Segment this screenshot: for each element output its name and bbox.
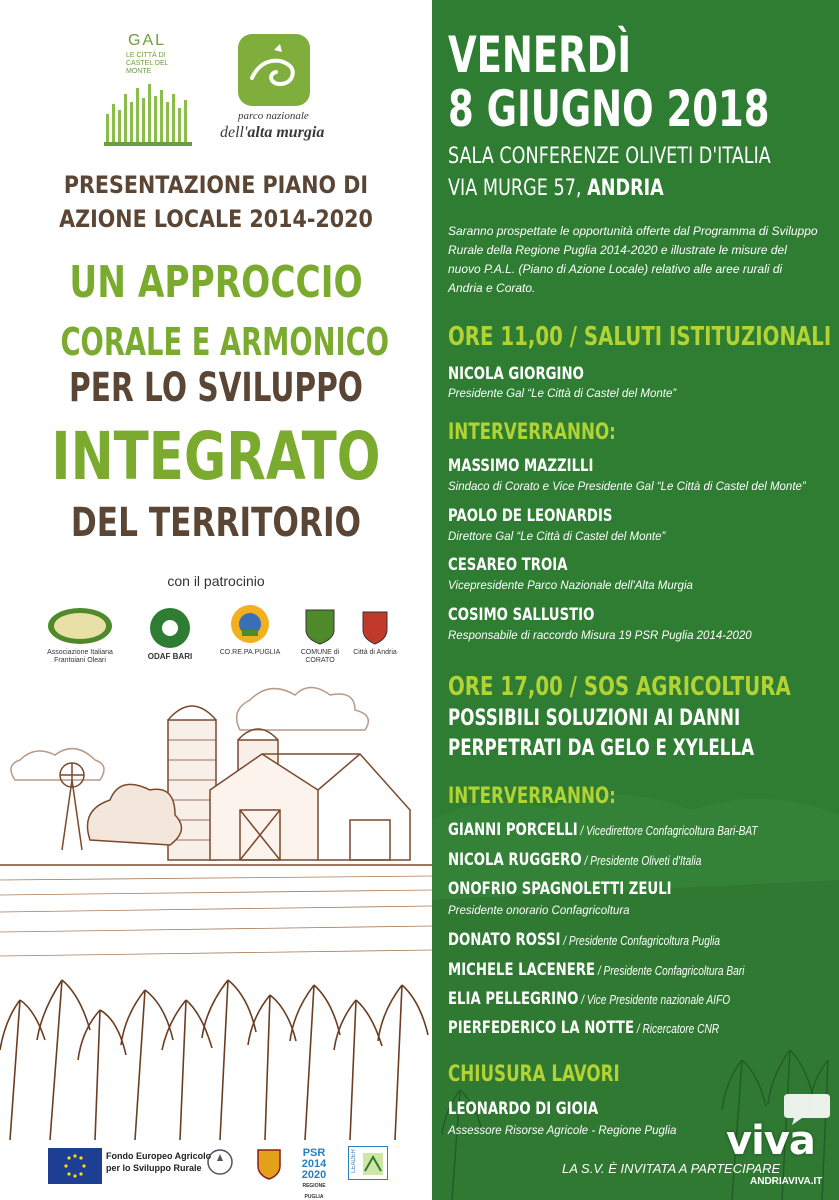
session2-interv-label: INTERVERRANNO: bbox=[448, 784, 616, 809]
andriaviva-watermark bbox=[722, 1090, 839, 1200]
speaker-role: Direttore Gal “Le Città di Castel del Monte” bbox=[448, 531, 666, 543]
speaker-row: MICHELE LACENERE / Presidente Confagricoltura Bari bbox=[448, 960, 745, 980]
gal-bars-icon bbox=[104, 84, 192, 146]
greeter-role: Presidente Gal “Le Città di Castel del Monte” bbox=[448, 388, 677, 400]
parco-logo-line2: dell'alta murgia bbox=[220, 124, 325, 141]
invite-text: LA S.V. È INVITATA A PARTECIPARE bbox=[562, 1161, 781, 1176]
event-date: 8 GIUGNO 2018 bbox=[448, 80, 770, 138]
corato-shield-icon bbox=[303, 606, 337, 646]
gal-logo-subtitle: LE CITTÀ DI CASTEL DEL MONTE bbox=[126, 52, 169, 75]
right-panel bbox=[432, 0, 839, 1200]
psr-logo: PSR 2014 2020 REGIONE PUGLIA bbox=[301, 1147, 327, 1200]
eu-flag-icon bbox=[48, 1148, 102, 1184]
odaf-icon bbox=[148, 606, 192, 650]
speaker-name: ONOFRIO SPAGNOLETTI ZEULI bbox=[448, 879, 672, 899]
viva-url: ANDRIAVIVA.IT bbox=[750, 1176, 823, 1187]
comune-corato-logo: COMUNE di CORATO bbox=[295, 606, 345, 665]
parco-alta-murgia-logo bbox=[218, 30, 343, 148]
speaker-role: Responsabile di raccordo Misura 19 PSR Puglia 2014-2020 bbox=[448, 630, 752, 642]
closing-title: CHIUSURA LAVORI bbox=[448, 1062, 620, 1087]
session1-title: ORE 11,00 / SALUTI ISTITUZIONALI bbox=[448, 322, 832, 352]
speaker-name: PAOLO DE LEONARDIS bbox=[448, 506, 613, 526]
citta-andria-logo: Città di Andria bbox=[350, 606, 400, 657]
session2-subtitle-1: POSSIBILI SOLUZIONI AI DANNI bbox=[448, 706, 741, 731]
leader-icon bbox=[361, 1151, 385, 1177]
patronage-label: con il patrocinio bbox=[167, 573, 265, 589]
speaker-role: Presidente onorario Confagricoltura bbox=[448, 905, 630, 917]
leader-logo: LEADER bbox=[348, 1146, 388, 1180]
session1-interv-label: INTERVERRANNO: bbox=[448, 420, 616, 445]
headline-line-1: UN APPROCCIO bbox=[69, 257, 363, 308]
headline-line-4: INTEGRATO bbox=[51, 418, 381, 495]
eu-fund-text: Fondo Europeo Agricolo per lo Sviluppo Rurale bbox=[106, 1151, 212, 1173]
andria-shield-icon bbox=[360, 606, 390, 646]
session2-subtitle-2: PERPETRATI DA GELO E XYLELLA bbox=[448, 736, 755, 761]
event-intro: Saranno prospettate le opportunità offerte dal Programma di Sviluppo Rurale della Regione Puglia 2014-2020 e illustrate le misure del nuovo P.A.L. (Piano di Azione Locale) relativo alle aree rurali di Andria e Corato. bbox=[448, 224, 818, 295]
closing-name: LEONARDO DI GIOIA bbox=[448, 1099, 599, 1119]
speaker-role: Sindaco di Corato e Vice Presidente Gal “Le Città di Castel del Monte” bbox=[448, 481, 806, 493]
parco-emblem-icon bbox=[238, 34, 310, 106]
speaker-row: ELIA PELLEGRINO / Vice Presidente nazionale AIFO bbox=[448, 989, 731, 1009]
gal-logo-name: GAL bbox=[128, 32, 167, 49]
presentation-title: PRESENTAZIONE PIANO DI AZIONE LOCALE 2014-2020 bbox=[59, 171, 373, 233]
headline-line-2: CORALE E ARMONICO bbox=[60, 320, 390, 364]
aifo-icon bbox=[45, 606, 115, 646]
corepa-icon bbox=[228, 602, 272, 646]
speaker-role: Vicepresidente Parco Nazionale dell'Alta Murgia bbox=[448, 580, 693, 592]
odaf-bari-logo: ODAF BARI bbox=[140, 606, 200, 661]
greeter-name: NICOLA GIORGINO bbox=[448, 364, 584, 384]
corepa-puglia-logo: CO.RE.PA.PUGLIA bbox=[210, 602, 290, 657]
event-venue: SALA CONFERENZE OLIVETI D'ITALIA bbox=[448, 144, 771, 169]
parco-logo-line1: parco nazionale bbox=[238, 110, 309, 122]
footer-logos bbox=[0, 1140, 432, 1200]
speaker-name: COSIMO SALLUSTIO bbox=[448, 605, 595, 625]
regione-puglia-shield-icon bbox=[256, 1146, 282, 1180]
event-address: VIA MURGE 57, ANDRIA bbox=[448, 176, 664, 201]
headline-line-5: DEL TERRITORIO bbox=[70, 500, 362, 546]
farm-illustration bbox=[0, 680, 432, 1140]
speaker-row: PIERFEDERICO LA NOTTE / Ricercatore CNR bbox=[448, 1018, 720, 1038]
patronage-logos bbox=[40, 598, 410, 668]
speaker-row: GIANNI PORCELLI / Vicedirettore Confagricoltura Bari-BAT bbox=[448, 820, 758, 840]
headline-line-3: PER LO SVILUPPO bbox=[69, 365, 363, 411]
event-day: VENERDÌ bbox=[448, 26, 632, 84]
gal-logo bbox=[100, 32, 195, 150]
session2-title: ORE 17,00 / SOS AGRICOLTURA bbox=[448, 672, 791, 702]
speaker-name: MASSIMO MAZZILLI bbox=[448, 456, 594, 476]
viva-wordmark: viva bbox=[726, 1118, 815, 1164]
aifo-logo: Associazione Italiana Frantoiani Oleari bbox=[40, 606, 120, 665]
closing-role: Assessore Risorse Agricole - Regione Puglia bbox=[448, 1125, 677, 1137]
speaker-row: NICOLA RUGGERO / Presidente Oliveti d'Italia bbox=[448, 850, 702, 870]
italian-republic-emblem-icon bbox=[206, 1146, 234, 1180]
speaker-name: CESAREO TROIA bbox=[448, 555, 568, 575]
speaker-row: DONATO ROSSI / Presidente Confagricoltura Puglia bbox=[448, 930, 720, 950]
